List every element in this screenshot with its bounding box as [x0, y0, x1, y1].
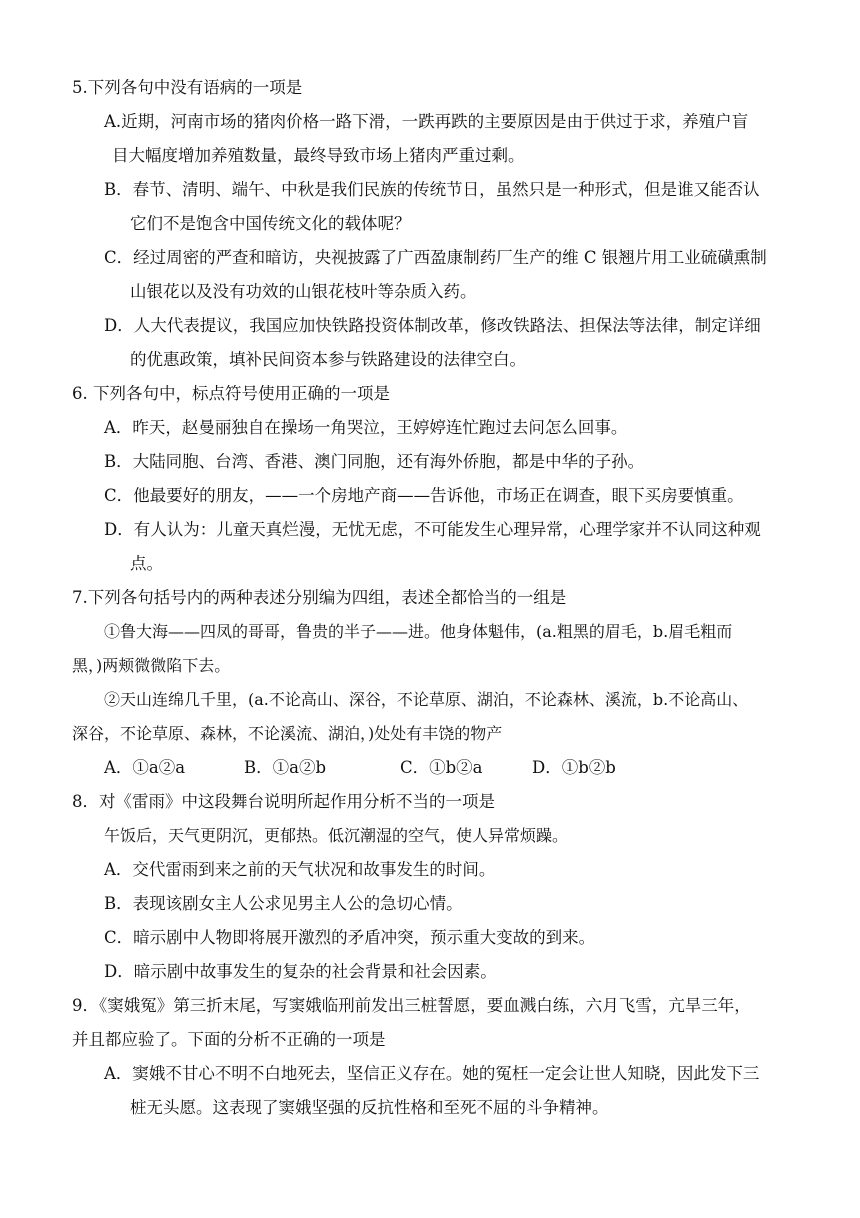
q8-option-a: A．交代雷雨到来之前的天气状况和故事发生的时间。	[104, 860, 496, 879]
q6-option-c: C．他最要好的朋友，——一个房地产商——告诉他，市场正在调查，眼下买房要慎重。	[104, 486, 744, 505]
q7-stem: 7.下列各句括号内的两种表述分别编为四组，表述全都恰当的一组是	[72, 588, 567, 607]
q5-option-c-line2: 山银花以及没有功效的山银花枝叶等杂质入药。	[130, 282, 477, 301]
q8-option-b: B．表现该剧女主人公求见男主人公的急切心情。	[104, 894, 463, 913]
q7-option-d: D．①b②b	[532, 758, 616, 777]
q7-sentence2-line2: 深谷，不论草原、森林，不论溪流、湖泊，)处处有丰饶的物产	[72, 724, 503, 743]
q8-option-c: C．暗示剧中人物即将展开激烈的矛盾冲突，预示重大变故的到来。	[104, 928, 596, 947]
q7-option-a: A．①a②a	[104, 758, 186, 777]
q5-stem: 5.下列各句中没有语病的一项是	[72, 78, 303, 97]
q7-sentence2-line1: ②天山连绵几千里，(a.不论高山、深谷，不论草原、湖泊，不论森林、溪流，b.不论高山、	[104, 690, 749, 709]
q6-option-d-line1: D．有人认为：儿童天真烂漫，无忧无虑，不可能发生心理异常，心理学家并不认同这种观	[104, 520, 761, 539]
q6-stem: 6. 下列各句中，标点符号使用正确的一项是	[72, 384, 390, 403]
q5-option-c-line1: C．经过周密的严查和暗访，央视披露了广西盈康制药厂生产的维 C 银翘片用工业硫磺熏制	[104, 248, 767, 267]
q5-option-d-line2: 的优惠政策，填补民间资本参与铁路建设的法律空白。	[130, 350, 526, 369]
q5-option-b-line1: B．春节、清明、端午、中秋是我们民族的传统节日，虽然只是一种形式，但是谁又能否认	[104, 180, 760, 199]
q7-sentence1-line2: 黑，)两颊微微陷下去。	[72, 656, 231, 675]
q5-option-b-line2: 它们不是饱含中国传统文化的载体呢？	[130, 214, 411, 233]
q7-option-c: C．①b②a	[400, 758, 483, 777]
q9-option-a-line1: A．窦娥不甘心不明不白地死去，坚信正义存在。她的冤枉一定会让世人知晓，因此发下三	[104, 1064, 760, 1083]
q8-option-d: D．暗示剧中故事发生的复杂的社会背景和社会因素。	[104, 962, 497, 981]
q5-option-d-line1: D．人大代表提议，我国应加快铁路投资体制改革，修改铁路法、担保法等法律，制定详细	[104, 316, 761, 335]
q6-option-d-line2: 点。	[130, 554, 163, 573]
q8-stem: 8．对《雷雨》中这段舞台说明所起作用分析不当的一项是	[72, 792, 495, 811]
q9-option-a-line2: 桩无头愿。这表现了窦娥坚强的反抗性格和至死不屈的斗争精神。	[130, 1098, 609, 1117]
q7-sentence1-line1: ①鲁大海——四凤的哥哥，鲁贵的半子——进。他身体魁伟，(a.粗黑的眉毛，b.眉毛粗而	[104, 622, 733, 641]
q8-stage-direction: 午饭后，天气更阴沉，更郁热。低沉潮湿的空气，使人异常烦躁。	[104, 826, 569, 845]
q5-option-a-line2: 目大幅度增加养殖数量，最终导致市场上猪肉严重过剩。	[112, 146, 525, 165]
q9-stem-line1: 9．《窦娥冤》第三折末尾，写窦娥临刑前发出三桩誓愿，要血溅白练，六月飞雪，亢旱三年，	[72, 996, 751, 1015]
q5-option-a-line1: A.近期，河南市场的猪肉价格一路下滑，一跌再跌的主要原因是由于供过于求，养殖户盲	[104, 112, 749, 131]
q6-option-b: B．大陆同胞、台湾、香港、澳门同胞，还有海外侨胞，都是中华的子孙。	[104, 452, 645, 471]
q9-stem-line2: 并且都应验了。下面的分析不正确的一项是	[72, 1030, 386, 1049]
q7-option-b: B．①a②b	[244, 758, 327, 777]
q6-option-a: A．昨天，赵曼丽独自在操场一角哭泣，王婷婷连忙跑过去问怎么回事。	[104, 418, 628, 437]
